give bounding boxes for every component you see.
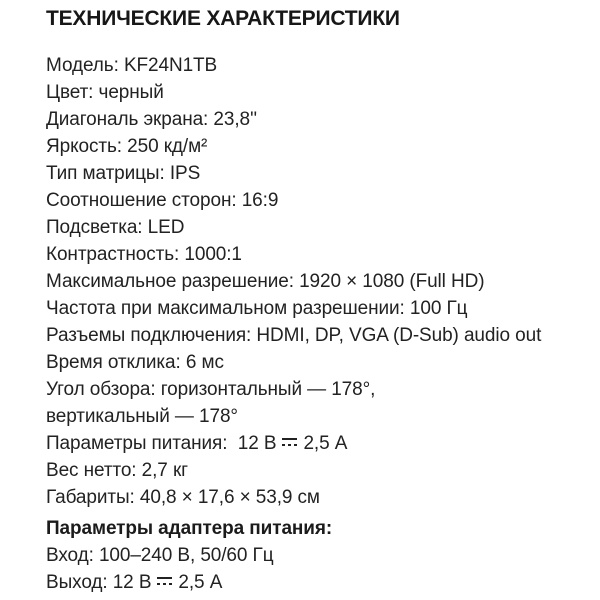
spec-max-refresh-rate: Частота при максимальном разрешении: 100 Гц [46, 298, 468, 319]
spec-net-weight: Вес нетто: 2,7 кг [46, 460, 188, 481]
spec-power-prefix: Параметры питания: 12 В [46, 433, 277, 454]
spec-viewing-angle-line2: вертикальный — 178° [46, 406, 238, 427]
spec-backlight: Подсветка: LED [46, 217, 185, 238]
adapter-input: Вход: 100–240 В, 50/60 Гц [46, 545, 274, 566]
spec-ports: Разъемы подключения: HDMI, DP, VGA (D-Sub) audio out [46, 325, 542, 346]
adapter-output-suffix: 2,5 А [178, 572, 223, 593]
spec-screen-diagonal: Диагональ экрана: 23,8'' [46, 109, 258, 130]
spec-power-suffix: 2,5 А [303, 433, 348, 454]
spec-model: Модель: KF24N1TB [46, 55, 218, 76]
spec-color: Цвет: черный [46, 82, 164, 103]
spec-aspect-ratio: Соотношение сторон: 16:9 [46, 190, 279, 211]
dc-symbol-icon [157, 576, 172, 587]
spec-brightness: Яркость: 250 кд/м² [46, 136, 208, 157]
adapter-heading: Параметры адаптера питания: [46, 518, 333, 539]
spec-panel-type: Тип матрицы: IPS [46, 163, 201, 184]
spec-response-time: Время отклика: 6 мс [46, 352, 224, 373]
page-title: ТЕХНИЧЕСКИЕ ХАРАКТЕРИСТИКИ [46, 7, 400, 30]
spec-list [46, 52, 562, 511]
spec-power [46, 430, 562, 457]
adapter-section [46, 515, 562, 596]
spec-max-resolution: Максимальное разрешение: 1920 × 1080 (Full HD) [46, 271, 485, 292]
adapter-output [46, 569, 562, 596]
adapter-output-prefix: Выход: 12 В [46, 572, 152, 593]
spec-contrast: Контрастность: 1000:1 [46, 244, 242, 265]
spec-viewing-angle-line1: Угол обзора: горизонтальный — 178°, [46, 379, 376, 400]
spec-dimensions: Габариты: 40,8 × 17,6 × 53,9 см [46, 487, 320, 508]
dc-symbol-icon [282, 437, 297, 448]
